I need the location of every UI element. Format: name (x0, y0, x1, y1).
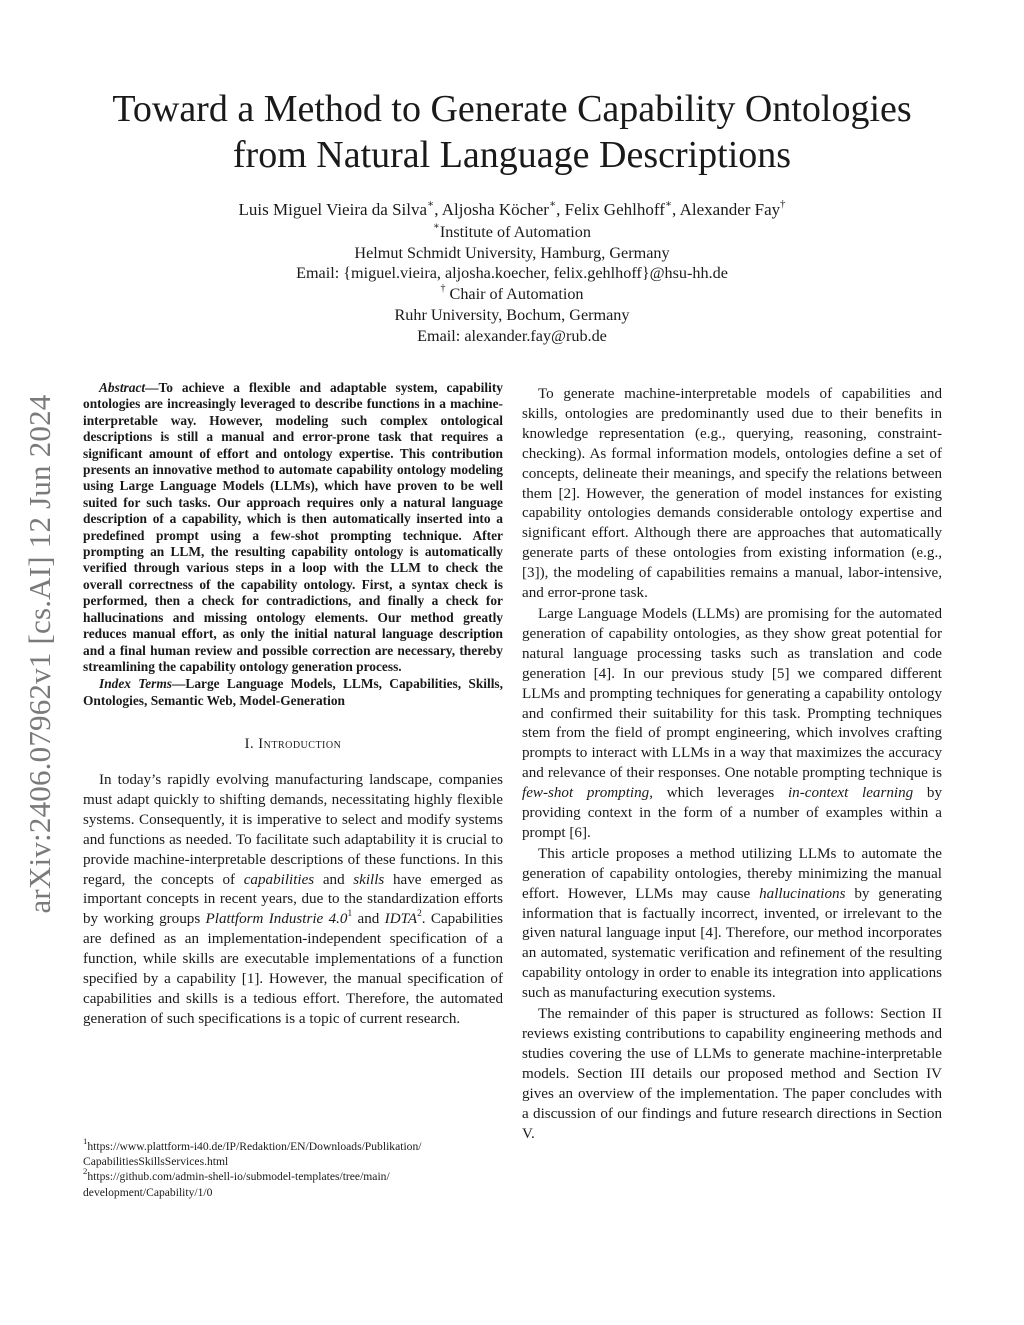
footnote-ref-1: 1 (347, 908, 353, 919)
intro-text: and (352, 911, 385, 928)
footnote-2 (83, 1166, 523, 1184)
term-hallucinations: hallucinations (759, 885, 846, 902)
section-number: I. (244, 736, 259, 753)
index-terms-text: Large Language Models, LLMs, Capabilities, Skills, Ontologies, Semantic Web, Model-Generation (83, 676, 503, 708)
intro-paragraph-1 (83, 771, 503, 1030)
author-4-mark: † (780, 198, 786, 210)
affiliation-2-name: Chair of Automation (449, 285, 584, 304)
affiliation-2-email: Email: alexander.fay@rub.de (417, 326, 607, 345)
intro-text: by generating information that is factually incorrect, invented, or irrelevant to the given natural language input [4]. Therefore, our method incorporates an automated, systematic verification and refinement of the resulting capability ontology in order to enable its integration into applications such as manufacturing execution systems. (522, 885, 942, 1002)
term-idta: IDTA (384, 911, 418, 928)
intro-paragraph-5: The remainder of this paper is structured as follows: Section II reviews existing contributions to capability engineering methods and studies covering the use of LLMs to generate machine-interpretable models. Section III details our proposed method and Section IV gives an overview of the implementation. The paper concludes with a discussion of our findings and future research directions in Section V. (522, 1006, 942, 1142)
intro-text: . Capabilities are defined as an implementation-independent specification of a function, while skills are executable implementations of a function specified by a capability [1]. However, the manual specification of capabilities and skills is a tedious effort. Therefore, the automated generation of such specifications is a topic of current research. (83, 911, 504, 1027)
right-column (522, 380, 942, 1144)
affiliation-1 (60, 222, 964, 243)
footnotes (83, 1135, 523, 1200)
arxiv-stamp: arXiv:2406.07962v1 [cs.AI] 12 Jun 2024 (22, 394, 57, 914)
title-line-1: Toward a Method to Generate Capability Ontologies (112, 88, 912, 130)
affiliation-2 (60, 284, 964, 305)
title-line-2: from Natural Language Descriptions (232, 134, 792, 176)
intro-paragraph-3 (522, 605, 942, 844)
affiliation-1-email: Email: {miguel.vieira, aljosha.koecher, felix.gehlhoff}@hsu-hh.de (296, 264, 728, 283)
footnote-2-url[interactable]: https://github.com/admin-shell-io/submodel-templates/tree/main/ (87, 1170, 390, 1184)
intro-paragraph-4 (522, 845, 942, 1004)
author-3-mark: ∗ (664, 198, 673, 210)
footnote-ref-2: 2 (417, 908, 422, 919)
author-3: Felix Gehlhoff (564, 200, 665, 219)
intro-text: by providing context in the form of a number of examples within a prompt [6]. (522, 785, 942, 841)
term-in-context-learning: in-context learning (787, 785, 914, 802)
footnote-1-url[interactable]: https://www.plattform-i40.de/IP/Redaktion/EN/Downloads/Publikation/ (87, 1140, 422, 1153)
author-2: Aljosha Köcher (441, 200, 549, 219)
term-few-shot-prompting: few-shot prompting (522, 785, 650, 802)
abstract-label: Abstract (99, 380, 146, 395)
intro-text: and (314, 871, 354, 888)
footnote-1 (83, 1135, 523, 1154)
author-names (60, 200, 964, 221)
author-separator: , (434, 200, 442, 219)
author-1: Luis Miguel Vieira da Silva (238, 200, 428, 219)
footnote-1-cont[interactable]: CapabilitiesSkillsServices.html (83, 1155, 229, 1169)
author-2-mark: ∗ (548, 198, 557, 210)
abstract-dash: — (145, 380, 159, 395)
index-terms-label: Index Terms (99, 676, 172, 692)
author-1-mark: ∗ (427, 198, 435, 210)
section-heading-introduction (83, 735, 503, 755)
term-plattform-industrie: Plattform Industrie 4.0 (205, 911, 348, 928)
intro-text: , which leverages (649, 785, 788, 802)
section-title-initial: I (258, 736, 264, 753)
footnote-1-mark: 1 (83, 1135, 88, 1146)
affiliation-2-mark: † (440, 283, 446, 295)
index-terms (83, 676, 503, 709)
affiliation-1-university: Helmut Schmidt University, Hamburg, Germany (354, 243, 670, 262)
index-terms-dash: — (172, 676, 186, 692)
footnote-2-cont[interactable]: development/Capability/1/0 (83, 1185, 213, 1199)
term-skills: skills (353, 871, 385, 888)
abstract-text: To achieve a flexible and adaptable system, capability ontologies are increasingly leveraged to describe functions in a machine-interpretable way. However, modeling such complex ontological descriptions is still a manual and error-prone task that requires a significant amount of effort and ontology expertise. This contribution presents an innovative method to automate capability ontology modeling using Large Language Models (LLMs), which have proven to be well suited for such tasks. Our approach requires only a natural language description of a capability, which is then automatically inserted into a predefined prompt using a few-shot prompting technique. After prompting an LLM, the resulting capability ontology is automatically verified through various steps in a loop with the LLM to check the overall correctness of the capability ontology. First, a syntax check is performed, then a check for contradictions, and finally a check for hallucinations and missing ontology elements. Our method greatly reduces manual effort, as only the initial natural language description and a final human review and possible correction are necessary, thereby streamlining the capability ontology generation process. (83, 380, 503, 674)
paper-title (60, 86, 964, 178)
intro-text: In today’s rapidly evolving manufacturing landscape, companies must adapt quickly to shifting demands, necessitating highly flexible systems. Consequently, it is imperative to select and modify systems and functions as needed. To facilitate such adaptability it is crucial to provide machine-interpretable descriptions of these functions. In this regard, the concepts of (83, 772, 503, 888)
term-capabilities: capabilities (243, 871, 315, 888)
author-4: Alexander Fay (679, 200, 781, 219)
author-separator: , (672, 200, 680, 219)
abstract (83, 380, 503, 709)
affiliation-1-name: Institute of Automation (439, 222, 591, 241)
abstract-paragraph (83, 380, 503, 675)
author-separator: , (556, 200, 565, 219)
intro-text: This article proposes a method utilizing LLMs to automate the generation of capability ontologies, thereby minimizing the manual effort. However, LLMs may cause (522, 845, 942, 902)
intro-paragraph-2: To generate machine-interpretable models of capabilities and skills, ontologies are predominantly used due to their benefits in knowledge representation (e.g., querying, reasoning, constraint-checking). As formal information models, ontologies define a set of concepts, delineate their meanings, and specify the relations between them [2]. However, the generation of model instances for existing capability ontologies demands considerable ontology expertise and significant effort. Although there are approaches that automatically generate parts of these ontologies from existing information (e.g., [3]), the modeling of capabilities remains a manual, labor-intensive, and error-prone task. (522, 386, 942, 602)
intro-text: Large Language Models (LLMs) are promising for the automated generation of capability ontologies, as they show great potential for natural language processing tasks such as translation and code generation [4]. In our previous study [5] we compared different LLMs and prompting techniques for generating a capability ontology and confirmed their suitability for this task. Prompting techniques stem from the field of prompt engineering, which involves crafting prompts to interact with LLMs in a way that maximizes the accuracy and relevance of their responses. One notable prompting technique is (522, 605, 942, 782)
intro-text: have emerged as important concepts in recent years, due to the standardization efforts by working groups (83, 871, 503, 928)
affiliation-1-mark: ∗ (433, 220, 440, 232)
section-title-rest: ntroduction (263, 736, 342, 753)
footnote-2-mark: 2 (83, 1166, 88, 1177)
left-column (83, 380, 503, 1030)
author-block (60, 200, 964, 347)
affiliation-2-university: Ruhr University, Bochum, Germany (394, 305, 630, 324)
